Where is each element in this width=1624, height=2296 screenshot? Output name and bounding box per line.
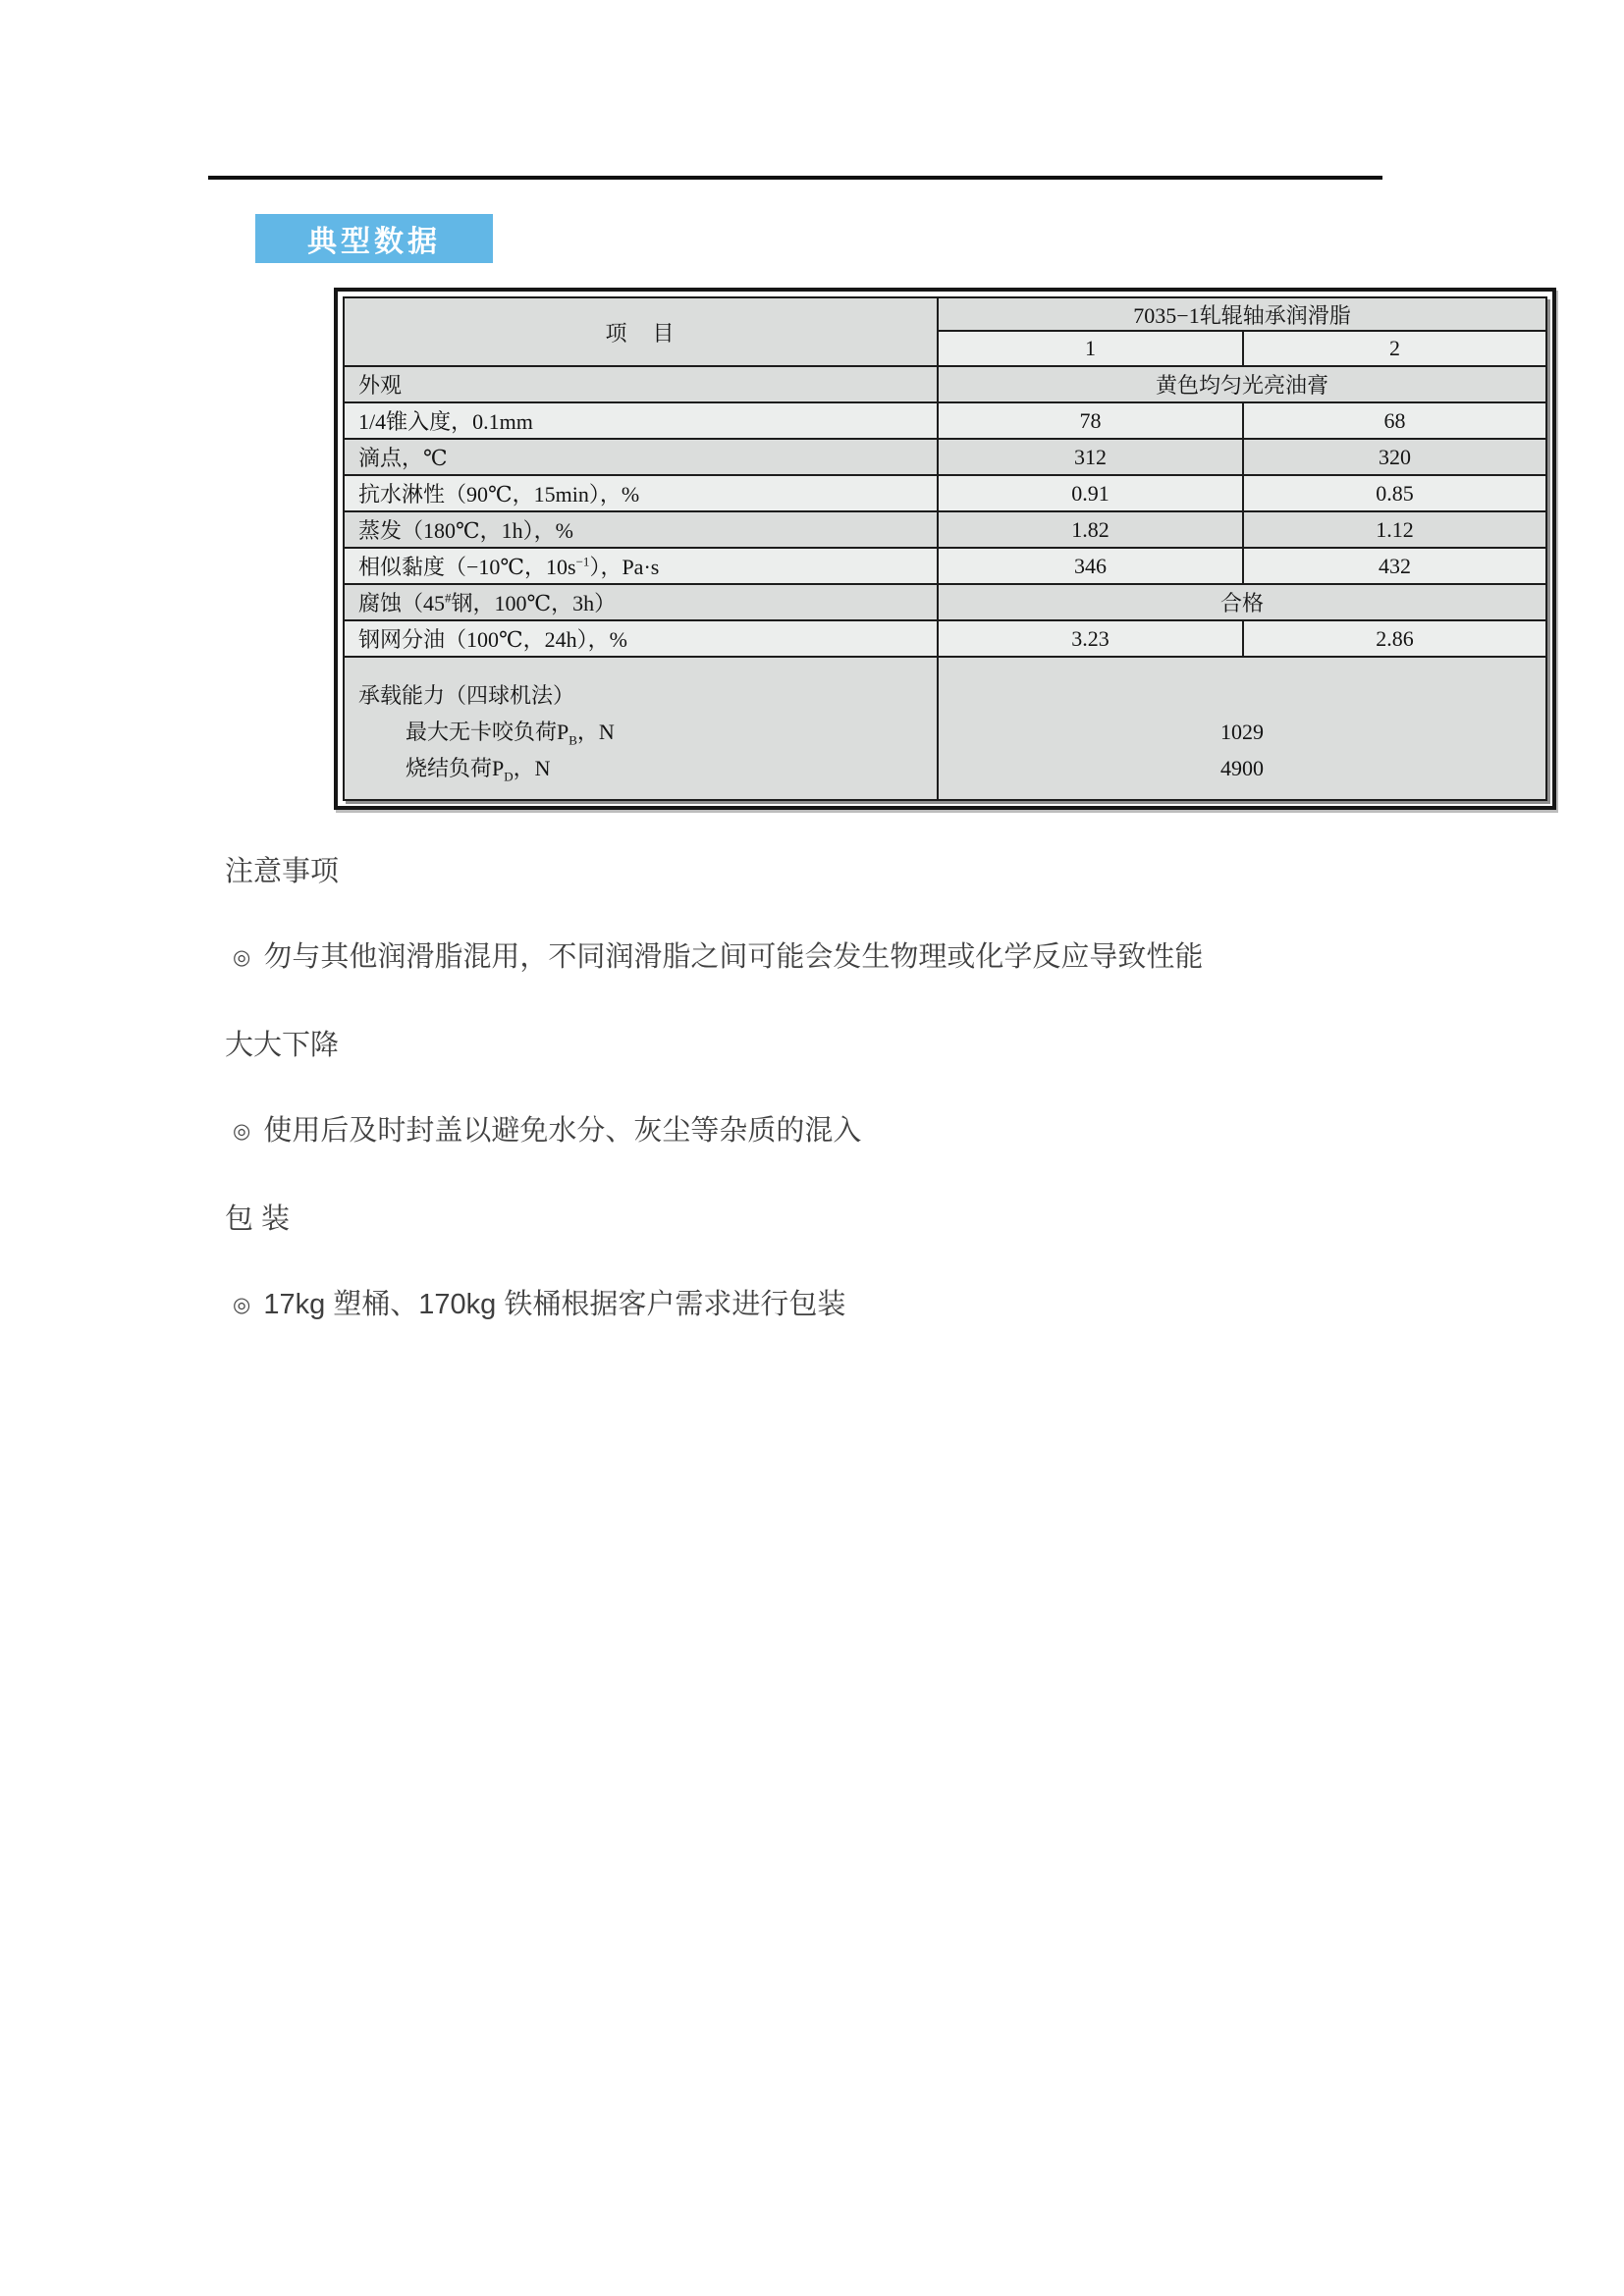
load-capacity-line3-pre: 烧结负荷P bbox=[406, 755, 505, 780]
table-row-penetration bbox=[344, 402, 1546, 439]
cell-load-capacity-values bbox=[938, 657, 1546, 800]
cell-evaporation-label: 蒸发（180℃，1h），% bbox=[344, 511, 938, 548]
cell-viscosity-v2: 432 bbox=[1243, 548, 1546, 584]
cell-water-resistance-v1: 0.91 bbox=[938, 475, 1243, 511]
load-capacity-line2 bbox=[358, 714, 937, 750]
viscosity-label-pre: 相似黏度（−10℃，10s bbox=[358, 555, 576, 579]
cell-item-header: 项 目 bbox=[344, 297, 938, 366]
cell-penetration-v2: 68 bbox=[1243, 402, 1546, 439]
table-row-load-capacity bbox=[344, 657, 1546, 800]
viscosity-label-post: ），Pa·s bbox=[589, 555, 660, 579]
notes-item-1-continuation: 大大下降 bbox=[225, 1030, 340, 1061]
cell-drop-point-v2: 320 bbox=[1243, 439, 1546, 475]
packaging-title: 包 装 bbox=[225, 1203, 291, 1235]
cell-oil-separation-v2: 2.86 bbox=[1243, 620, 1546, 657]
cell-appearance-value: 黄色均匀光亮油膏 bbox=[938, 366, 1546, 402]
cell-water-resistance-v2: 0.85 bbox=[1243, 475, 1546, 511]
notes-item-1 bbox=[225, 941, 1403, 976]
cell-water-resistance-label: 抗水淋性（90℃，15min），% bbox=[344, 475, 938, 511]
corrosion-label-pre: 腐蚀（45 bbox=[358, 591, 446, 615]
cell-corrosion-value: 合格 bbox=[938, 584, 1546, 620]
notes-item-2 bbox=[225, 1115, 1403, 1149]
viscosity-label-sup: −1 bbox=[575, 554, 590, 569]
notes-title: 注意事项 bbox=[225, 856, 340, 887]
load-capacity-line2-post: ，N bbox=[576, 719, 615, 744]
table-row-corrosion bbox=[344, 584, 1546, 620]
corrosion-label-post: 钢，100℃，3h） bbox=[451, 591, 617, 615]
table-row-oil-separation bbox=[344, 620, 1546, 657]
cell-load-capacity-label bbox=[344, 657, 938, 800]
load-capacity-value-spacer bbox=[939, 677, 1545, 714]
cell-evaporation-v1: 1.82 bbox=[938, 511, 1243, 548]
notes-section bbox=[225, 856, 1403, 1377]
table-row-drop-point bbox=[344, 439, 1546, 475]
spec-table bbox=[343, 296, 1547, 801]
table-row-appearance bbox=[344, 366, 1546, 402]
table-row-water-resistance bbox=[344, 475, 1546, 511]
cell-oil-separation-label: 钢网分油（100℃，24h），% bbox=[344, 620, 938, 657]
notes-item-1-text: 勿与其他润滑脂混用，不同润滑脂之间可能会发生物理或化学反应导致性能 bbox=[263, 941, 1204, 973]
cell-drop-point-v1: 312 bbox=[938, 439, 1243, 475]
notes-item-2-text: 使用后及时封盖以避免水分、灰尘等杂质的混入 bbox=[263, 1115, 862, 1147]
cell-product-title: 7035−1轧辊轴承润滑脂 bbox=[938, 297, 1546, 331]
cell-col-1: 1 bbox=[938, 331, 1243, 366]
cell-penetration-v1: 78 bbox=[938, 402, 1243, 439]
double-circle-bullet-icon: ◎ bbox=[233, 946, 251, 969]
corrosion-label-sup: # bbox=[445, 590, 452, 606]
load-capacity-line3-post: ，N bbox=[513, 755, 551, 780]
load-capacity-line2-pre: 最大无卡咬负荷P bbox=[406, 719, 569, 744]
load-capacity-line3 bbox=[358, 750, 937, 786]
cell-oil-separation-v1: 3.23 bbox=[938, 620, 1243, 657]
packaging-item-1-text: 17kg 塑桶、170kg 铁桶根据客户需求进行包装 bbox=[263, 1289, 846, 1320]
cell-drop-point-label: 滴点，℃ bbox=[344, 439, 938, 475]
load-capacity-value-pd: 4900 bbox=[1220, 755, 1264, 780]
cell-evaporation-v2: 1.12 bbox=[1243, 511, 1546, 548]
section-badge-typical-data bbox=[255, 214, 493, 263]
cell-col-2: 2 bbox=[1243, 331, 1546, 366]
double-circle-bullet-icon: ◎ bbox=[233, 1120, 251, 1143]
double-circle-bullet-icon: ◎ bbox=[233, 1294, 251, 1316]
cell-viscosity-label bbox=[344, 548, 938, 584]
cell-viscosity-v1: 346 bbox=[938, 548, 1243, 584]
packaging-item-1 bbox=[225, 1289, 1403, 1323]
header-rule-divider bbox=[208, 176, 1382, 180]
table-row-evaporation bbox=[344, 511, 1546, 548]
spec-table-frame bbox=[334, 288, 1556, 810]
cell-appearance-label: 外观 bbox=[344, 366, 938, 402]
load-capacity-line3-sub: D bbox=[504, 768, 514, 783]
load-capacity-line2-sub: B bbox=[568, 731, 577, 747]
table-row-header-product bbox=[344, 297, 1546, 331]
section-badge-label: 典型数据 bbox=[307, 226, 441, 258]
table-row-viscosity bbox=[344, 548, 1546, 584]
load-capacity-line1: 承载能力（四球机法） bbox=[358, 682, 575, 708]
cell-penetration-label: 1/4锥入度，0.1mm bbox=[344, 402, 938, 439]
cell-corrosion-label bbox=[344, 584, 938, 620]
load-capacity-value-pb: 1029 bbox=[1220, 719, 1264, 744]
